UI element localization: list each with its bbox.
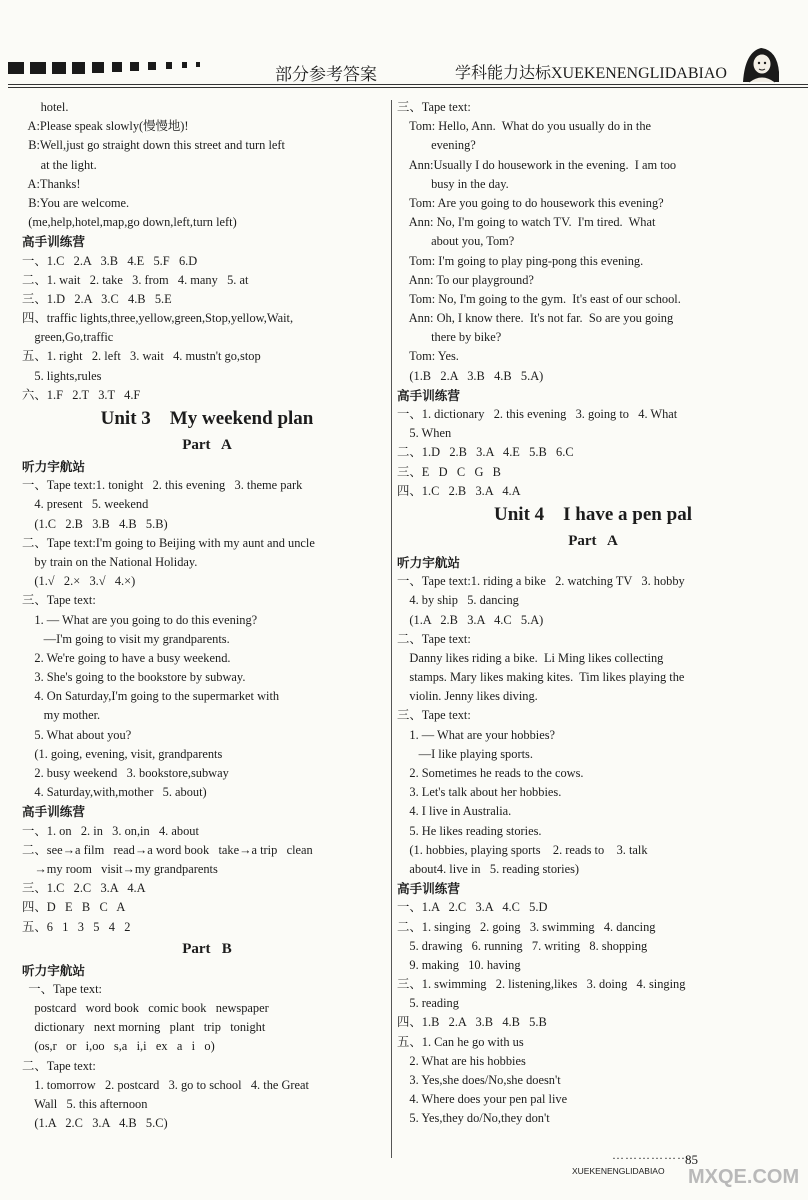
- section-heading: 高手训练营: [22, 234, 85, 250]
- answer-line: Ann: Oh, I know there. It's not far. So are you going: [397, 311, 674, 326]
- part-title: Part A: [568, 532, 618, 549]
- answer-line: 五、6 1 3 5 4 2: [22, 919, 131, 934]
- answer-line: 一、Tape text:1. tonight 2. this evening 3. theme park: [22, 478, 303, 493]
- footer-brand: XUEKENENGLIDABIAO: [572, 1166, 665, 1176]
- answer-line: Tom: Are you going to do housework this evening?: [397, 195, 664, 210]
- answer-line: 5. He likes reading stories.: [397, 823, 542, 838]
- answer-line: 二、1. wait 2. take 3. from 4. many 5. at: [22, 272, 249, 287]
- brand-title: 学科能力达标XUEKENENGLIDABIAO: [455, 65, 727, 82]
- answer-line: 四、D E B C A: [22, 900, 126, 915]
- answer-line: (1.√ 2.× 3.√ 4.×): [22, 574, 136, 589]
- answer-line: about4. live in 5. reading stories): [397, 861, 580, 876]
- answer-line: Ann: No, I'm going to watch TV. I'm tired. What: [397, 215, 656, 230]
- answer-line: (1.B 2.A 3.B 4.B 5.A): [397, 368, 544, 383]
- answer-line: A:Thanks!: [22, 176, 81, 191]
- answer-line: stamps. Mary likes making kites. Tim likes playing the: [397, 670, 685, 685]
- page-header: [0, 44, 808, 96]
- answer-line: 三、Tape text:: [397, 100, 471, 114]
- answer-line: (me,help,hotel,map,go down,left,turn left): [22, 215, 237, 230]
- answer-line: 二、1. singing 2. going 3. swimming 4. dancing: [397, 919, 656, 934]
- answer-line: postcard word book comic book newspaper: [22, 1001, 269, 1016]
- answer-line: 一、1. on 2. in 3. on,in 4. about: [22, 823, 199, 838]
- answer-line: 1. tomorrow 2. postcard 3. go to school 4. the Great: [22, 1077, 309, 1092]
- answer-line: 5. lights,rules: [22, 368, 102, 383]
- answer-line: violin. Jenny likes diving.: [397, 689, 538, 704]
- answer-line: (1. hobbies, playing sports 2. reads to 3. talk: [397, 842, 648, 857]
- answer-line: Tom: Hello, Ann. What do you usually do in the: [397, 119, 652, 134]
- answer-line: 二、Tape text:I'm going to Beijing with my aunt and uncle: [22, 535, 315, 550]
- watermark: MXQE.COM: [688, 1166, 800, 1188]
- answer-line: Tom: I'm going to play ping-pong this evening.: [397, 253, 644, 268]
- answer-line: —I'm going to visit my grandparents.: [22, 631, 230, 646]
- section-heading: 高手训练营: [397, 387, 460, 403]
- answer-line: there by bike?: [397, 330, 502, 345]
- answer-line: (1.C 2.B 3.B 4.B 5.B): [22, 516, 168, 531]
- answer-line: B:Well,just go straight down this street and turn left: [22, 138, 285, 153]
- answer-line: (os,r or i,oo s,a i,i ex a i o): [22, 1039, 215, 1054]
- answer-line: 2. What are his hobbies: [397, 1053, 526, 1068]
- section-heading: 高手训练营: [397, 881, 460, 897]
- answer-line: Danny likes riding a bike. Li Ming likes collecting: [397, 650, 664, 665]
- page-number: 85: [685, 1152, 698, 1167]
- answer-line: —I like playing sports.: [397, 746, 533, 761]
- answer-line: →my room visit→my grandparents: [22, 861, 218, 876]
- answer-line: by train on the National Holiday.: [22, 554, 198, 569]
- answer-line: 一、1.C 2.A 3.B 4.E 5.F 6.D: [22, 253, 198, 268]
- answer-line: 1. — What are you going to do this evening?: [22, 612, 258, 627]
- answer-line: 一、1.A 2.C 3.A 4.C 5.D: [397, 900, 548, 915]
- answer-line: 三、1.D 2.A 3.C 4.B 5.E: [22, 291, 172, 306]
- answer-line: 4. Where does your pen pal live: [397, 1092, 568, 1107]
- answer-line: 三、Tape text:: [397, 708, 471, 723]
- unit-title: Unit 4 I have a pen pal: [494, 503, 692, 525]
- answer-line: 5. What about you?: [22, 727, 132, 742]
- answer-line: Ann: To our playground?: [397, 272, 534, 287]
- section-heading: 听力宇航站: [22, 459, 85, 474]
- column-divider: [391, 100, 392, 1158]
- answer-line: 二、Tape text:: [22, 1058, 96, 1073]
- answer-line: (1.A 2.C 3.A 4.B 5.C): [22, 1116, 168, 1131]
- answer-line: 3. Yes,she does/No,she doesn't: [397, 1073, 561, 1087]
- answer-line: about you, Tom?: [397, 234, 515, 249]
- answer-line: 一、Tape text:1. riding a bike 2. watching TV 3. hobby: [397, 574, 685, 589]
- answer-line: Wall 5. this afternoon: [22, 1097, 148, 1111]
- answer-line: Ann:Usually I do housework in the evening. I am too: [397, 157, 677, 172]
- answer-line: 四、1.B 2.A 3.B 4.B 5.B: [397, 1015, 547, 1030]
- answer-line: my mother.: [22, 708, 101, 723]
- answer-line: 二、see→a film read→a word book take→a trip clean: [22, 842, 313, 857]
- answer-line: 9. making 10. having: [397, 957, 521, 972]
- left-column: [22, 98, 392, 1133]
- answer-line: B:You are welcome.: [22, 195, 130, 210]
- answer-line: 1. — What are your hobbies?: [397, 727, 556, 742]
- answer-line: 5. Yes,they do/No,they don't: [397, 1111, 550, 1126]
- answer-line: 2. We're going to have a busy weekend.: [22, 650, 231, 665]
- footer-dots: ………………: [612, 1148, 690, 1162]
- answer-line: 三、1.C 2.C 3.A 4.A: [22, 881, 146, 896]
- answer-line: hotel.: [22, 100, 69, 114]
- answer-line: 5. drawing 6. running 7. writing 8. shopping: [397, 938, 648, 953]
- answer-line: 三、Tape text:: [22, 593, 96, 608]
- answer-line: 4. I live in Australia.: [397, 804, 512, 819]
- answer-line: (1. going, evening, visit, grandparents: [22, 746, 223, 761]
- answer-line: 五、1. Can he go with us: [397, 1034, 524, 1049]
- answer-line: 2. busy weekend 3. bookstore,subway: [22, 766, 229, 780]
- section-heading: 高手训练营: [22, 804, 85, 820]
- answer-line: 五、1. right 2. left 3. wait 4. mustn't go,stop: [22, 349, 261, 364]
- answer-line: 4. by ship 5. dancing: [397, 593, 519, 608]
- page-title: 部分参考答案: [275, 65, 377, 84]
- answer-line: green,Go,traffic: [22, 330, 114, 345]
- answer-line: evening?: [397, 138, 476, 153]
- answer-line: 四、traffic lights,three,yellow,green,Stop,yellow,Wait,: [22, 311, 294, 326]
- answer-line: (1.A 2.B 3.A 4.C 5.A): [397, 612, 544, 627]
- answer-line: 5. When: [397, 426, 452, 441]
- answer-line: 三、E D C G B: [397, 464, 501, 479]
- answer-line: 一、1. dictionary 2. this evening 3. going to 4. What: [397, 407, 678, 421]
- section-heading: 听力宇航站: [22, 962, 85, 978]
- mascot-icon: [735, 42, 783, 86]
- unit-title: Unit 3 My weekend plan: [100, 408, 314, 429]
- part-title: Part A: [182, 437, 232, 453]
- answer-line: 二、1.D 2.B 3.A 4.E 5.B 6.C: [397, 445, 574, 460]
- answer-line: 4. present 5. weekend: [22, 497, 149, 512]
- part-title: Part B: [182, 940, 232, 957]
- answer-line: 一、Tape text:: [22, 981, 102, 996]
- answer-line: A:Please speak slowly(慢慢地)!: [22, 119, 189, 134]
- section-heading: 听力宇航站: [397, 554, 460, 570]
- answer-line: 四、1.C 2.B 3.A 4.A: [397, 483, 521, 498]
- header-rule: [8, 84, 808, 85]
- answer-line: busy in the day.: [397, 176, 509, 191]
- answer-line: 三、1. swimming 2. listening,likes 3. doing 4. singing: [397, 977, 686, 992]
- answer-line: at the light.: [22, 157, 97, 172]
- answer-line: 3. She's going to the bookstore by subway.: [22, 670, 246, 685]
- answer-line: dictionary next morning plant trip tonight: [22, 1020, 266, 1035]
- answer-line: 六、1.F 2.T 3.T 4.F: [22, 387, 141, 402]
- answer-line: 4. On Saturday,I'm going to the supermarket with: [22, 689, 280, 704]
- right-column: [397, 98, 789, 1129]
- answer-line: 2. Sometimes he reads to the cows.: [397, 766, 584, 780]
- answer-line: 二、Tape text:: [397, 631, 471, 646]
- answer-line: 3. Let's talk about her hobbies.: [397, 785, 562, 800]
- answer-line: Tom: Yes.: [397, 349, 459, 364]
- answer-line: Tom: No, I'm going to the gym. It's east of our school.: [397, 291, 681, 306]
- header-rule-secondary: [8, 87, 808, 88]
- answer-line: 4. Saturday,with,mother 5. about): [22, 785, 207, 800]
- answer-line: 5. reading: [397, 996, 459, 1011]
- page-footer: [570, 1140, 806, 1200]
